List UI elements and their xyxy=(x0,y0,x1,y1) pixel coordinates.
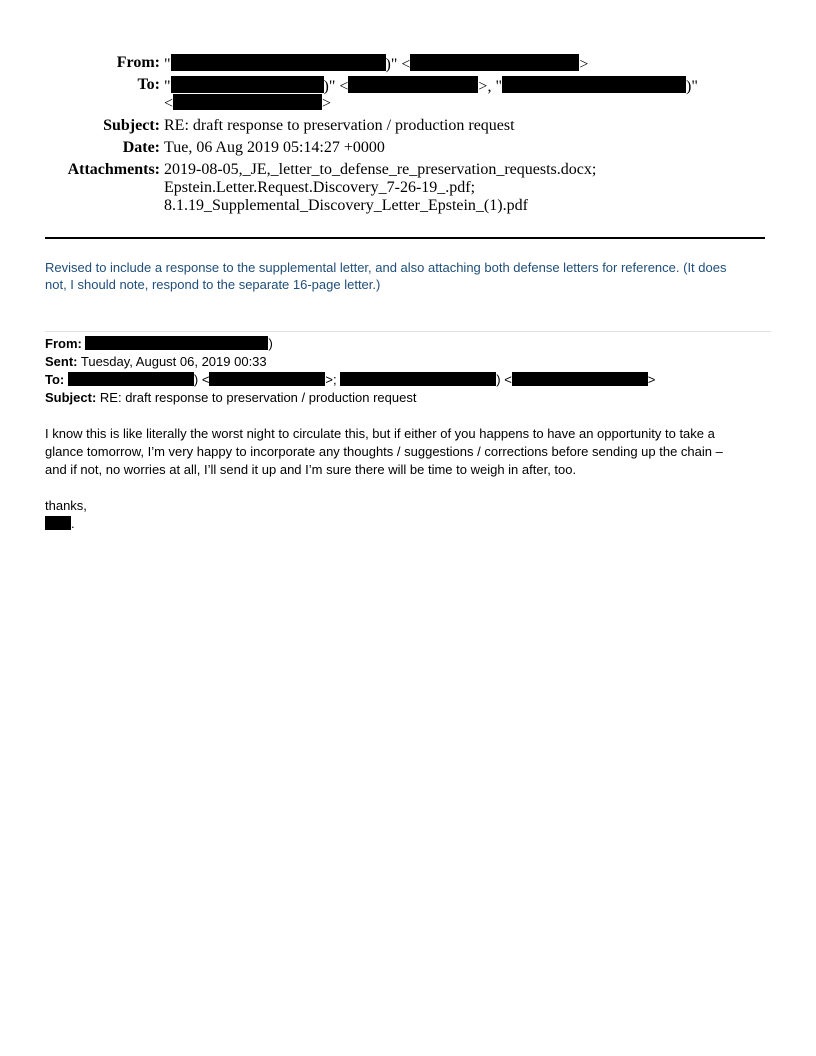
redaction xyxy=(171,76,324,93)
signature-row: . xyxy=(45,515,75,533)
attachment-item[interactable]: Epstein.Letter.Request.Discovery_7-26-19_.pdf; xyxy=(164,179,476,196)
redaction xyxy=(348,76,478,93)
redaction xyxy=(171,54,386,71)
quoted-from-row: From: ) xyxy=(45,336,273,351)
attachment-item[interactable]: 2019-08-05,_JE,_letter_to_defense_re_preservation_requests.docx; xyxy=(164,161,597,178)
body-line: I know this is like literally the worst night to circulate this, but if either of you happens to have an opportunity to take a xyxy=(45,426,715,441)
quoted-subject-label: Subject: xyxy=(45,390,97,405)
redaction xyxy=(502,76,686,93)
quoted-to-row: To: ) < >; ) < > xyxy=(45,372,656,387)
reply-line: Revised to include a response to the supplemental letter, and also attaching both defense letters for reference. (It does xyxy=(45,260,727,275)
attachment-item[interactable]: 8.1.19_Supplemental_Discovery_Letter_Epstein_(1).pdf xyxy=(164,197,528,214)
from-label: From: xyxy=(116,54,160,71)
reply-line: not, I should note, respond to the separate 16-page letter.) xyxy=(45,277,381,292)
quoted-to-label: To: xyxy=(45,372,65,387)
to-value-cont: < > xyxy=(164,95,332,112)
body-line: glance tomorrow, I’m very happy to incorporate any thoughts / suggestions / corrections before sending up the chain – xyxy=(45,444,723,459)
redaction xyxy=(512,372,648,386)
date-value: Tue, 06 Aug 2019 05:14:27 +0000 xyxy=(164,139,385,156)
quoted-subject-value: RE: draft response to preservation / production request xyxy=(99,390,417,405)
from-value: " )" < > xyxy=(164,56,589,73)
body-line: and if not, no worries at all, I’ll send it up and I’m sure there will be time to weigh in after, too. xyxy=(45,462,577,477)
quoted-body xyxy=(45,425,723,479)
to-value: " )" < >, " )" xyxy=(164,78,698,95)
reply-message xyxy=(45,259,785,293)
redaction xyxy=(85,336,268,350)
quoted-sent-row xyxy=(45,353,267,371)
redaction xyxy=(45,516,71,530)
redaction xyxy=(209,372,325,386)
redaction xyxy=(173,94,322,110)
quoted-subject-row xyxy=(45,389,416,407)
header-divider xyxy=(45,237,765,239)
redaction xyxy=(68,372,194,386)
quoted-sent-value: Tuesday, August 06, 2019 00:33 xyxy=(80,354,267,369)
subject-value: RE: draft response to preservation / production request xyxy=(164,117,515,134)
quoted-sent-label: Sent: xyxy=(45,354,78,369)
redaction xyxy=(340,372,496,386)
redaction xyxy=(410,54,579,71)
attachments-label: Attachments: xyxy=(67,161,160,178)
signoff: thanks, xyxy=(45,498,87,513)
to-label: To: xyxy=(137,76,160,93)
quoted-from-label: From: xyxy=(45,336,82,351)
subject-label: Subject: xyxy=(103,117,160,134)
date-label: Date: xyxy=(122,139,160,156)
message-divider xyxy=(45,331,771,332)
